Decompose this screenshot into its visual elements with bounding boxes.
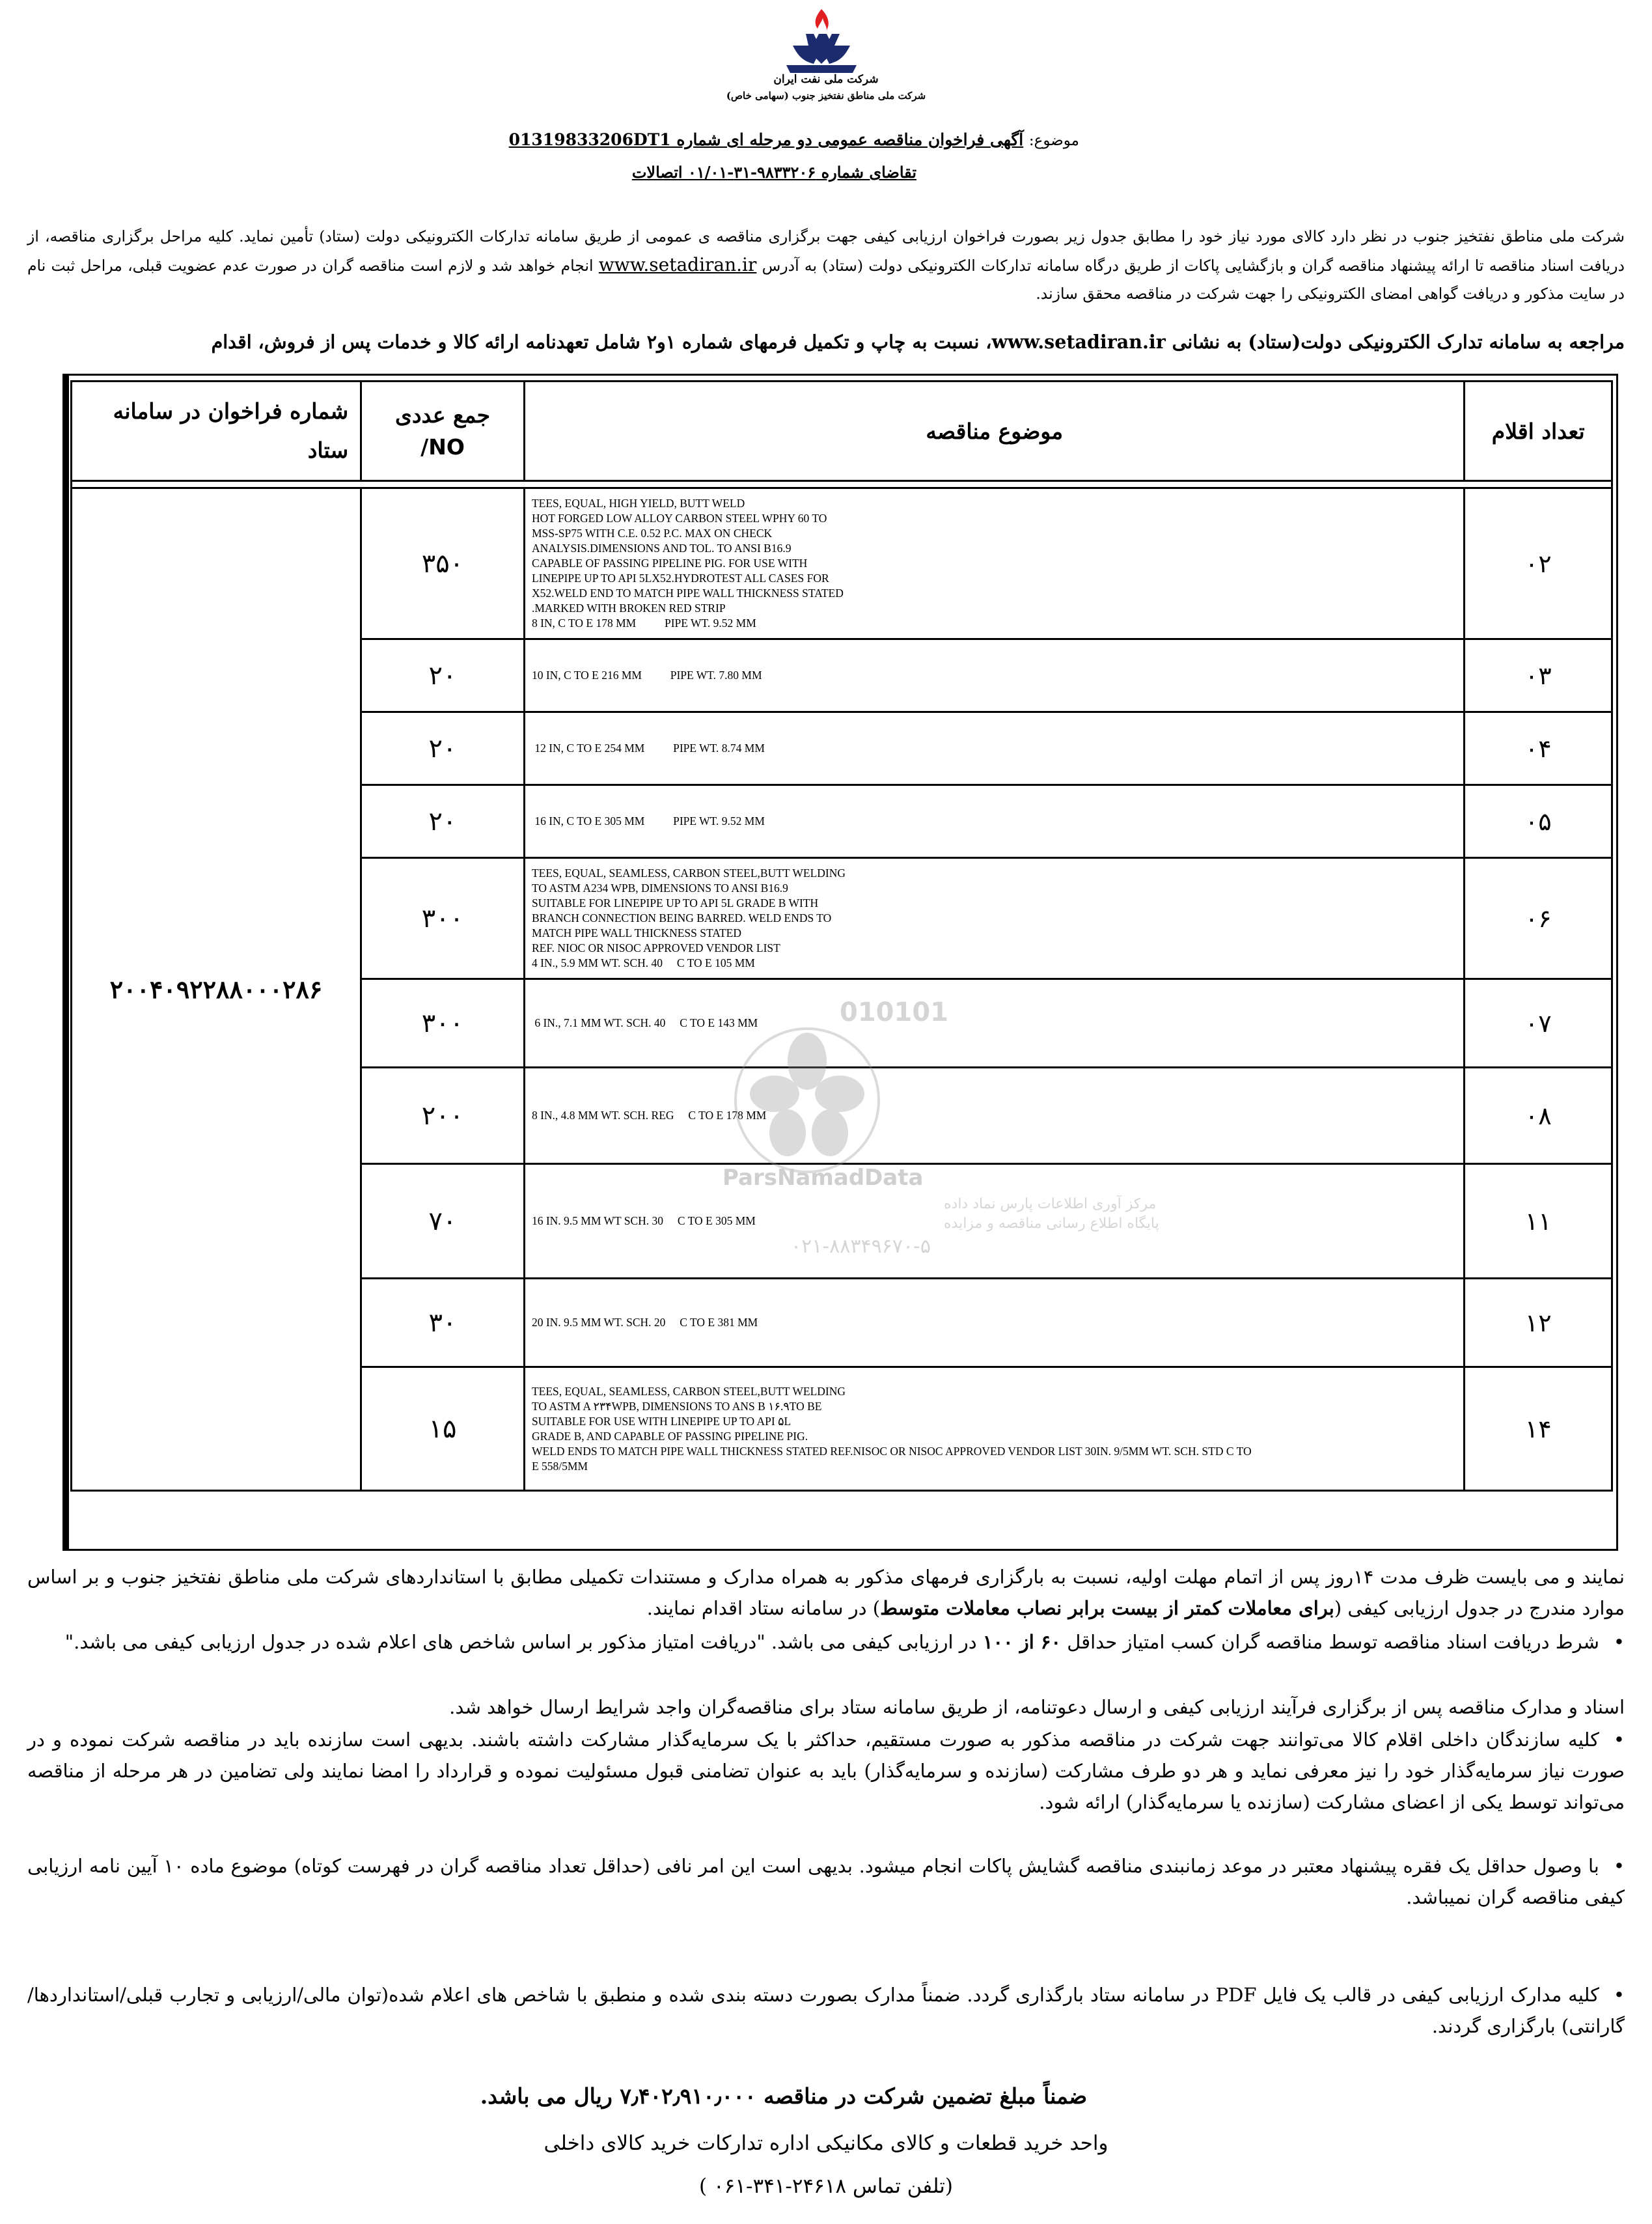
bullet-score-text-a: شرط دریافت اسناد مناقصه توسط مناقصه گران کسب امتیاز حداقل bbox=[1061, 1631, 1599, 1653]
bullet-opening bbox=[27, 1850, 1625, 1913]
setad-call-number: ۲۰۰۴۰۹۲۲۸۸۰۰۰۲۸۶ bbox=[72, 488, 361, 1491]
spec-line: 12 IN, C TO E 254 MM PIPE WT. 8.74 MM bbox=[531, 742, 765, 755]
header-quantity-line1: جمع عددی bbox=[394, 402, 491, 428]
watermark-bits: 010101 bbox=[840, 997, 948, 1027]
item-quantity: ۲۰۰ bbox=[361, 1068, 525, 1164]
header-call-number: شماره فراخوان در سامانه ستاد bbox=[72, 382, 361, 481]
spec-line: 16 IN. 9.5 MM WT SCH. 30 C TO E 305 MM bbox=[531, 1214, 756, 1227]
spec-line: 8 IN., 4.8 MM WT. SCH. REG C TO E 178 MM bbox=[531, 1109, 767, 1122]
intro-text-a: شرکت ملی مناطق نفتخیز جنوب در نظر دارد کالای مورد نیاز خود را مطابق جدول زیر بصورت فراخوان ارزیابی کیفی جهت برگزاری مناقصه ی عمومی از طریق سامانه تدارکات الکترونیکی دولت (ستاد) تأمین نماید. کلیه مراحل برگزاری مناقصه، از دریافت اسناد مناقصه تا ارائه پیشنهاد مناقصه گران و بازگشایی پاکات از طریق درگاه سامانه تدارکات الکترونیکی دولت (ستاد) به آدرس bbox=[27, 227, 1625, 275]
spec-line: WELD ENDS TO MATCH PIPE WALL THICKNESS STATED REF.NISOC OR NISOC APPROVED VENDOR LIST 30IN. 9/5MM WT. SCH. STD C TO bbox=[531, 1444, 1252, 1458]
item-quantity: ۳۰۰ bbox=[361, 858, 525, 979]
item-quantity: ۲۰ bbox=[361, 712, 525, 785]
spec-line: 6 IN., 7.1 MM WT. SCH. 40 C TO E 143 MM bbox=[531, 1016, 758, 1029]
header-subject: موضوع مناقصه bbox=[524, 382, 1464, 481]
bullet-score bbox=[27, 1626, 1625, 1658]
spec-line: REF. NIOC OR NISOC APPROVED VENDOR LIST bbox=[531, 941, 780, 954]
spec-line: CAPABLE OF PASSING PIPELINE PIG. FOR USE WITH bbox=[531, 557, 808, 570]
table-frame-edge bbox=[62, 374, 69, 1551]
intro-text-b: انجام خواهد شد و لازم است مناقصه گران در صورت عدم عضویت قبلی، مراحل ثبت نام در سایت مذکور و دریافت گواهی امضای الکترونیکی را جهت شرکت در مناقصه محقق سازند. bbox=[27, 257, 1625, 303]
tender-items-table bbox=[70, 380, 1613, 1492]
header-item-count: تعداد اقلام bbox=[1465, 382, 1612, 481]
bullet-opening-text: با وصول حداقل یک فقره پیشنهاد معتبر در موعد زمانبندی مناقصه گشایش پاکات انجام میشود. بدیهی است این امر نافی (حداقل تعداد مناقصه گران در فهرست کوتاه) موضوع ماده ۱۰ آیین نامه ارزیابی کیفی مناقصه گران نمیباشد. bbox=[27, 1855, 1625, 1908]
nioc-logo bbox=[767, 5, 876, 77]
bullet-score-text-b: در ارزیابی کیفی می باشد. "دریافت امتیاز مذکور بر اساس شاخص های اعلام شده در جدول ارزیابی کیفی می باشد." bbox=[64, 1631, 983, 1653]
item-number: ۰۶ bbox=[1465, 858, 1612, 979]
watermark-brand: ParsNamadData bbox=[723, 1165, 924, 1191]
bullet-mark: • bbox=[1613, 1855, 1625, 1877]
item-quantity: ۳۰ bbox=[361, 1279, 525, 1367]
documents-paragraph: اسناد و مدارک مناقصه پس از برگزاری فرآیند ارزیابی کیفی و ارسال دعوتنامه، از طریق سامانه ستاد برای مناقصه‌گران واجد شرایط ارسال خواهد شد. bbox=[449, 1696, 1625, 1718]
spec-line: SUITABLE FOR USE WITH LINEPIPE UP TO API ۵L bbox=[531, 1414, 792, 1428]
spec-line: HOT FORGED LOW ALLOY CARBON STEEL WPHY 60 TO bbox=[531, 512, 827, 525]
watermark bbox=[709, 990, 1159, 1263]
purchasing-unit: واحد خرید قطعات و کالای مکانیکی اداره تدارکات خرید کالای داخلی bbox=[544, 2132, 1108, 2155]
setad-url[interactable]: www.setadiran.ir bbox=[598, 254, 757, 275]
item-number: ۰۸ bbox=[1465, 1068, 1612, 1164]
item-specification bbox=[524, 639, 1464, 712]
item-number: ۱۴ bbox=[1465, 1367, 1612, 1491]
spec-line: LINEPIPE UP TO API 5LX52.HYDROTEST ALL CASES FOR bbox=[531, 572, 829, 585]
spec-line: TEES, EQUAL, SEAMLESS, CARBON STEEL,BUTT WELDING bbox=[531, 1384, 846, 1398]
spec-line: 20 IN. 9.5 MM WT. SCH. 20 C TO E 381 MM bbox=[531, 1316, 758, 1329]
subject-text: آگهی فراخوان مناقصه عمومی دو مرحله ای شماره 01319833206DT1 bbox=[508, 130, 1024, 149]
company-name: شرکت ملی نفت ایران bbox=[773, 73, 879, 86]
item-number: ۰۲ bbox=[1465, 488, 1612, 639]
item-specification bbox=[524, 1367, 1464, 1491]
spec-line: MATCH PIPE WALL THICKNESS STATED bbox=[531, 926, 742, 939]
item-specification bbox=[524, 979, 1464, 1068]
table-row bbox=[72, 488, 1612, 639]
header-gap-row bbox=[72, 481, 1612, 488]
item-number: ۱۱ bbox=[1465, 1164, 1612, 1279]
bullet-mark: • bbox=[1613, 1729, 1625, 1751]
spec-line: TEES, EQUAL, SEAMLESS, CARBON STEEL,BUTT WELDING bbox=[531, 867, 846, 880]
spec-line: TO ASTM A234 WPB, DIMENSIONS TO ANSI B16.9 bbox=[531, 882, 788, 895]
deadline-paragraph bbox=[27, 1561, 1625, 1624]
subject-line bbox=[509, 130, 1079, 149]
deadline-text-b: ) در سامانه ستاد اقدام نمایند. bbox=[646, 1597, 881, 1619]
item-quantity: ۳۰۰ bbox=[361, 979, 525, 1068]
request-number: تقاضای شماره ۹۸۳۳۲۰۶-۳۱-۰۱/۰۱ اتصالات bbox=[631, 163, 916, 182]
spec-line: MSS-SP75 WITH C.E. 0.52 P.C. MAX ON CHECK bbox=[531, 527, 773, 540]
spec-line: TEES, EQUAL, HIGH YIELD, BUTT WELD bbox=[531, 497, 745, 510]
contact-phone: (تلفن تماس ۲۴۶۱۸-۳۴۱-۰۶۱ ) bbox=[699, 2175, 953, 2198]
spec-line: 4 IN., 5.9 MM WT. SCH. 40 C TO E 105 MM bbox=[531, 956, 755, 969]
watermark-line2: پایگاه اطلاع رسانی مناقصه و مزایده bbox=[944, 1216, 1159, 1232]
subject-label: موضوع: bbox=[1028, 132, 1079, 149]
deadline-text-bold: برای معاملات کمتر از بیست برابر نصاب معاملات متوسط bbox=[880, 1597, 1334, 1619]
item-specification bbox=[524, 712, 1464, 785]
spec-line: 10 IN, C TO E 216 MM PIPE WT. 7.80 MM bbox=[531, 669, 762, 682]
company-subname: شرکت ملی مناطق نفتخیز جنوب (سهامی خاص) bbox=[726, 90, 926, 102]
item-specification bbox=[524, 858, 1464, 979]
watermark-phone: ۰۲۱-۸۸۳۴۹۶۷۰-۵ bbox=[790, 1235, 931, 1258]
bullet-mark: • bbox=[1613, 1984, 1625, 2006]
item-quantity: ۳۵۰ bbox=[361, 488, 525, 639]
bullet-manufacturers bbox=[27, 1724, 1625, 1818]
guarantee-amount: ضمناً مبلغ تضمین شرکت در مناقصه ۷٫۴۰۲٫۹۱۰٫۰۰۰ ریال می باشد. bbox=[480, 2083, 1088, 2109]
item-number: ۰۳ bbox=[1465, 639, 1612, 712]
spec-line: 8 IN, C TO E 178 MM PIPE WT. 9.52 MM bbox=[531, 617, 756, 630]
item-number: ۰۴ bbox=[1465, 712, 1612, 785]
intro-paragraph bbox=[27, 223, 1625, 308]
spec-line: X52.WELD END TO MATCH PIPE WALL THICKNESS STATED bbox=[531, 587, 844, 600]
spec-line: BRANCH CONNECTION BEING BARRED. WELD ENDS TO bbox=[531, 911, 832, 924]
spec-line: ANALYSIS.DIMENSIONS AND TOL. TO ANSI B16.9 bbox=[531, 542, 792, 555]
watermark-line1: مرکز آوری اطلاعات پارس نماد داده bbox=[944, 1196, 1157, 1212]
bullet-mark: • bbox=[1613, 1631, 1625, 1653]
item-quantity: ۲۰ bbox=[361, 785, 525, 858]
bullet-pdf-text: کلیه مدارک ارزیابی کیفی در قالب یک فایل PDF در سامانه ستاد بارگذاری گردد. ضمناً مدارک بصورت دسته بندی شده و منطبق با شاخص های اعلام شده(توان مالی/ارزیابی و تجارب قبلی/استانداردها/گارانتی) بارگزاری گردند. bbox=[27, 1984, 1625, 2037]
spec-line: SUITABLE FOR LINEPIPE UP TO API 5L GRADE B WITH bbox=[531, 897, 819, 910]
header-quantity-line2: NO/ bbox=[420, 434, 465, 460]
item-number: ۱۲ bbox=[1465, 1279, 1612, 1367]
item-quantity: ۱۵ bbox=[361, 1367, 525, 1491]
item-specification bbox=[524, 1279, 1464, 1367]
spec-line: TO ASTM A ۲۳۴WPB, DIMENSIONS TO ANS B ۱۶.۹TO BE bbox=[531, 1399, 822, 1413]
item-number: ۰۵ bbox=[1465, 785, 1612, 858]
spec-line: .MARKED WITH BROKEN RED STRIP bbox=[531, 602, 726, 615]
spec-line: E 558/5MM bbox=[531, 1459, 588, 1473]
spec-line: 16 IN, C TO E 305 MM PIPE WT. 9.52 MM bbox=[531, 814, 765, 827]
item-specification bbox=[524, 1068, 1464, 1164]
deadline-text-a: نمایند و می بایست ظرف مدت ۱۴روز پس از اتمام مهلت اولیه، نسبت به بارگزاری فرمهای مذکور به همراه مدارک و مستندات تکمیلی مطابق با استانداردهای شرکت ملی مناطق نفتخیز جنوب و بر اساس موارد مندرج در جدول ارزیابی کیفی ( bbox=[27, 1566, 1625, 1619]
header-quantity bbox=[361, 382, 525, 481]
bullet-score-bold: ۶۰ از ۱۰۰ bbox=[982, 1631, 1062, 1653]
item-specification bbox=[524, 488, 1464, 639]
item-quantity: ۲۰ bbox=[361, 639, 525, 712]
item-specification bbox=[524, 785, 1464, 858]
spec-line: GRADE B, AND CAPABLE OF PASSING PIPELINE PIG. bbox=[531, 1429, 808, 1443]
reference-line: مراجعه به سامانه تدارک الکترونیکی دولت(ستاد) به نشانی www.setadiran.ir، نسبت به چاپ و تکمیل فرمهای شماره ۱و۲ شامل تعهدنامه ارائه کالا و خدمات پس از فروش، اقدام bbox=[211, 331, 1625, 353]
bullet-manufacturers-text: کلیه سازندگان داخلی اقلام کالا می‌توانند جهت شرکت در مناقصه مذکور به صورت مستقیم، حداکثر با یک سرمایه‌گذار مشارکت داشته باشند. بدیهی است سازنده باید در مناقصه شرکت نموده و در صورت نیاز سرمایه‌گذار خود را نیز معرفی نماید و هر دو طرف مشارکت (سازنده و سرمایه‌گذار) باید به عنوان تضامنی قبول مسئولیت نموده و قرارداد را امضا نمایند ولی تضامین در هر مرحله از مناقصه می‌تواند توسط یکی از اعضای مشارکت (سازنده یا سرمایه‌گذار) ارائه شود. bbox=[27, 1729, 1625, 1813]
item-quantity: ۷۰ bbox=[361, 1164, 525, 1279]
bullet-pdf bbox=[27, 1979, 1625, 2042]
item-number: ۰۷ bbox=[1465, 979, 1612, 1068]
